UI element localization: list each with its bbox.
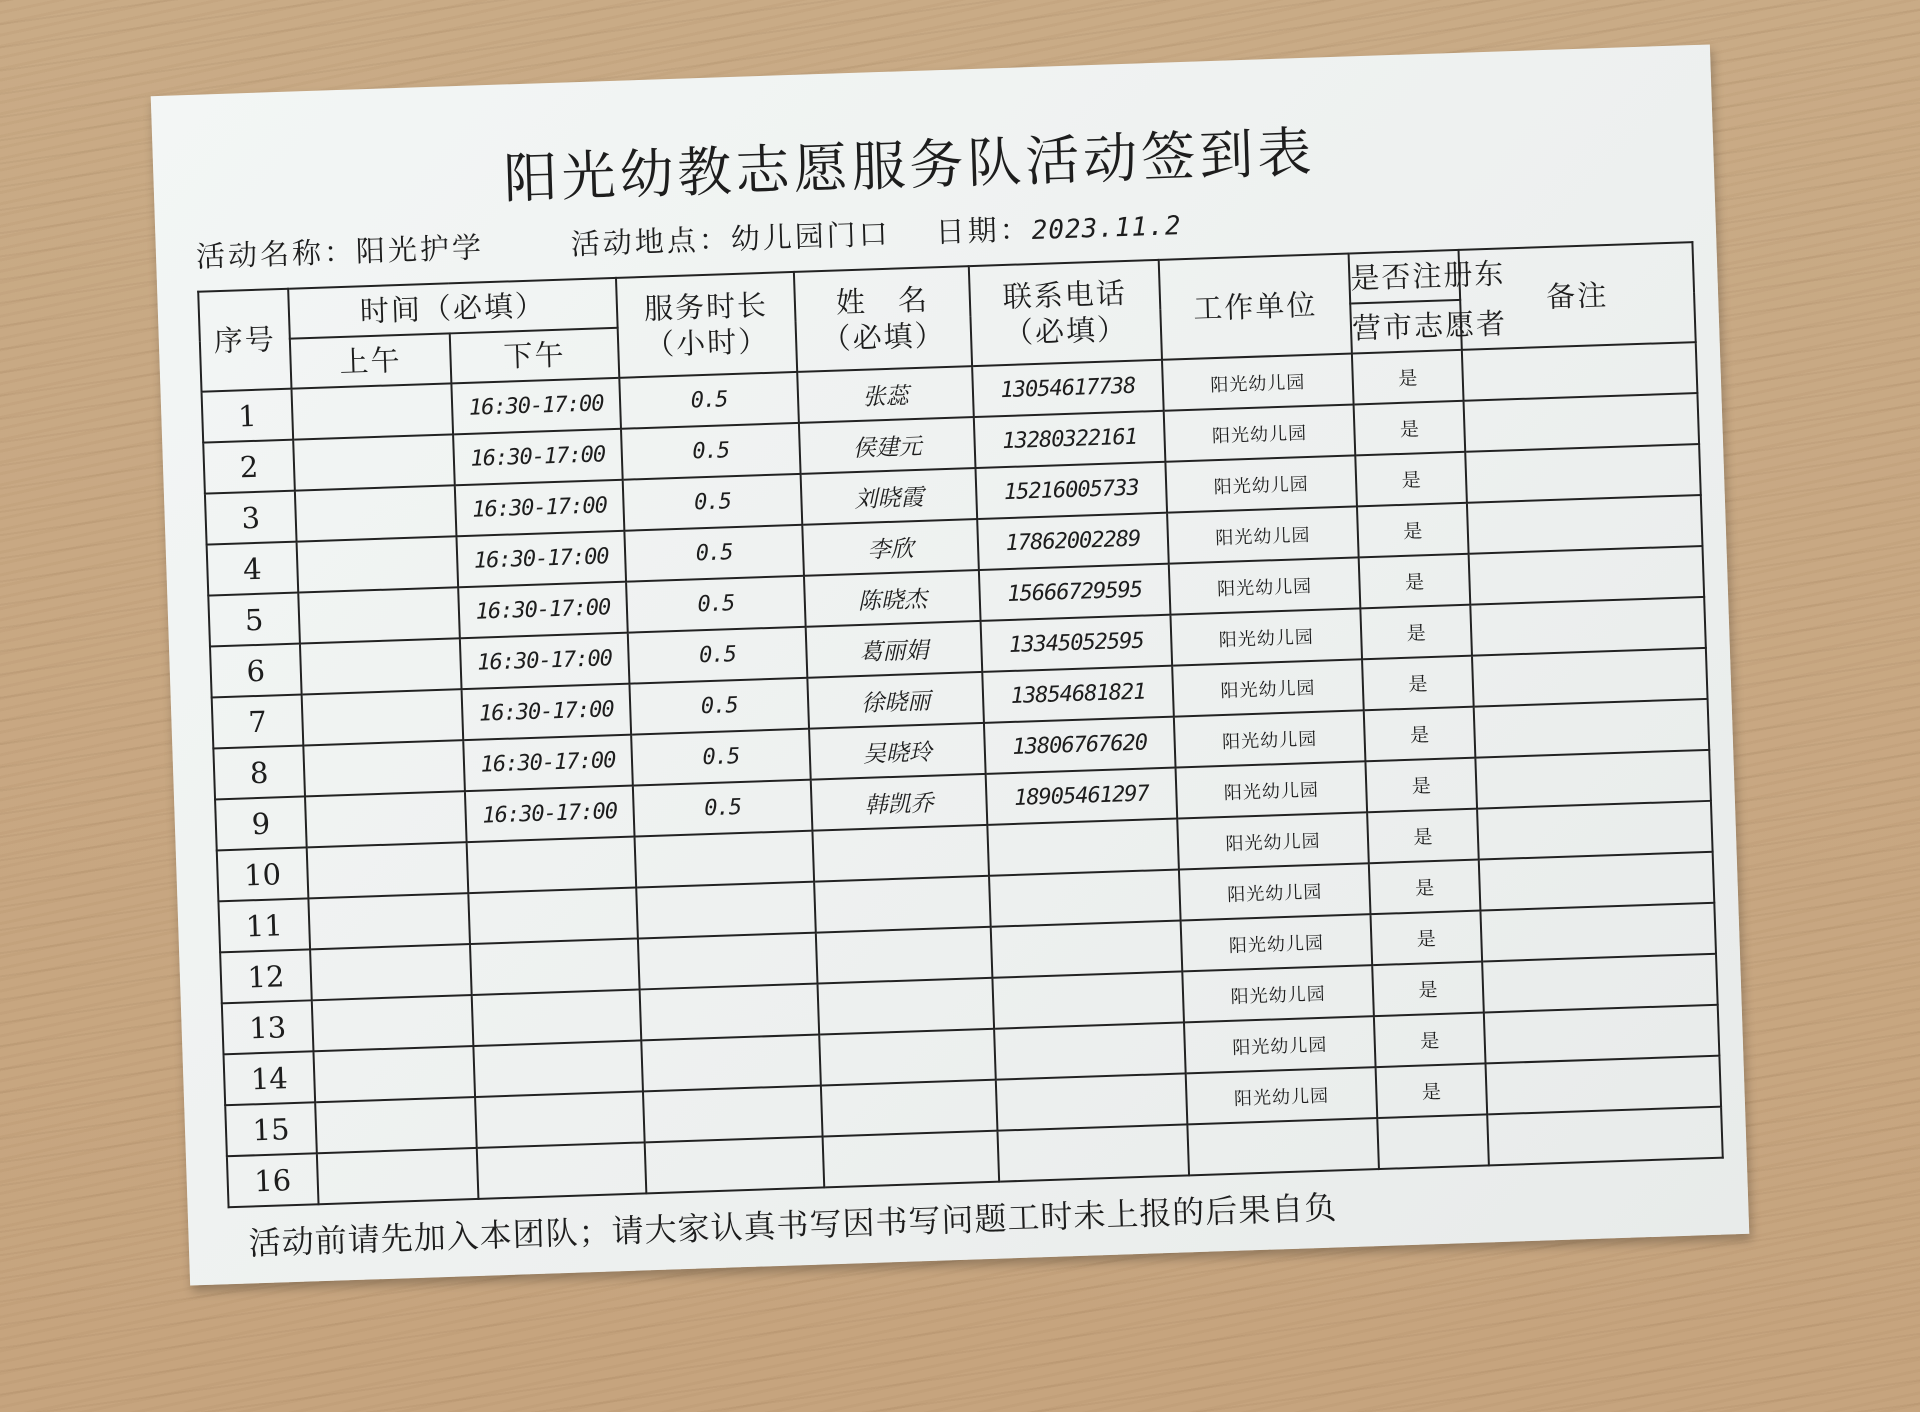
- row-remark: [1475, 750, 1711, 809]
- row-am-time: [293, 434, 455, 490]
- date-value: 2023.11.2: [1031, 211, 1182, 247]
- row-index: 6: [210, 644, 302, 698]
- row-index: 2: [203, 440, 295, 494]
- row-unit: 阳光幼儿园: [1186, 1067, 1378, 1124]
- row-am-time: [302, 689, 464, 745]
- row-remark: [1462, 342, 1698, 401]
- row-name: [814, 876, 991, 933]
- row-unit: 阳光幼儿园: [1176, 761, 1368, 818]
- activity-name-label: 活动名称：: [195, 234, 357, 274]
- row-pm-time: 16:30-17:00: [451, 378, 621, 435]
- row-registered: [1377, 1114, 1489, 1169]
- row-pm-time: [470, 938, 640, 995]
- row-phone: 13054617738: [972, 360, 1164, 417]
- row-index: 8: [213, 745, 305, 799]
- row-phone: [989, 870, 1181, 927]
- row-unit: 阳光幼儿园: [1182, 965, 1374, 1022]
- row-name: [812, 825, 989, 882]
- row-am-time: [295, 485, 457, 541]
- header-phone: [969, 260, 1162, 366]
- row-index: 7: [212, 695, 304, 749]
- row-hours: [635, 831, 815, 888]
- row-name: 陈晓杰: [804, 570, 981, 627]
- row-pm-time: 16:30-17:00: [453, 429, 623, 486]
- row-hours: 0.5: [628, 627, 808, 684]
- row-phone: [996, 1073, 1188, 1130]
- row-hours: 0.5: [626, 576, 806, 633]
- row-phone: [987, 819, 1179, 876]
- row-registered: 是: [1367, 809, 1479, 864]
- row-remark: [1469, 546, 1705, 605]
- row-am-time: [313, 1046, 475, 1102]
- row-name: 李欣: [802, 519, 979, 576]
- row-hours: 0.5: [624, 525, 804, 582]
- row-phone: 13345052595: [981, 615, 1173, 672]
- row-hours: [643, 1086, 823, 1143]
- row-pm-time: [472, 989, 642, 1046]
- row-am-time: [315, 1097, 477, 1153]
- row-unit: 阳光幼儿园: [1174, 710, 1366, 767]
- row-registered: 是: [1374, 1012, 1486, 1067]
- row-am-time: [298, 587, 460, 643]
- row-pm-time: [468, 888, 638, 945]
- row-unit: 阳光幼儿园: [1162, 354, 1354, 411]
- row-remark: [1486, 1056, 1722, 1115]
- row-registered: 是: [1359, 554, 1471, 609]
- row-index: 5: [208, 593, 300, 647]
- header-time: 时间（必填）: [288, 278, 617, 339]
- sign-in-table: [197, 241, 1724, 1208]
- row-index: 15: [225, 1102, 317, 1156]
- row-am-time: [300, 638, 462, 694]
- row-phone: 13854681821: [982, 666, 1174, 723]
- header-phone-line2: （必填）: [1003, 311, 1129, 351]
- row-remark: [1465, 444, 1701, 503]
- row-phone: 13806767620: [984, 717, 1176, 774]
- date-field: [935, 202, 1182, 251]
- row-unit: 阳光幼儿园: [1172, 659, 1364, 716]
- header-remark: 备注: [1459, 242, 1696, 350]
- activity-location-field: [570, 212, 891, 264]
- row-pm-time: 16:30-17:00: [456, 531, 626, 588]
- row-phone: 17862002289: [977, 513, 1169, 570]
- row-name: 张蕊: [797, 366, 974, 423]
- row-remark: [1470, 597, 1706, 656]
- row-index: 13: [222, 1000, 314, 1054]
- row-am-time: [291, 383, 453, 439]
- row-remark: [1474, 699, 1710, 758]
- row-unit: 阳光幼儿园: [1165, 455, 1357, 512]
- row-phone: [997, 1124, 1189, 1181]
- header-am: 上午: [290, 333, 452, 388]
- row-am-time: [312, 995, 474, 1051]
- row-hours: 0.5: [633, 780, 813, 837]
- row-registered: 是: [1360, 605, 1472, 660]
- row-name: 刘晓霞: [801, 468, 978, 525]
- row-registered: 是: [1372, 962, 1484, 1017]
- header-name-line2: （必填）: [821, 317, 947, 357]
- row-unit: 阳光幼儿园: [1169, 557, 1361, 614]
- header-pm: 下午: [450, 328, 620, 384]
- row-registered: 是: [1371, 911, 1483, 966]
- row-hours: 0.5: [629, 678, 809, 735]
- header-index: 序号: [198, 289, 291, 392]
- row-hours: [641, 1035, 821, 1092]
- row-hours: 0.5: [631, 729, 811, 786]
- row-phone: 15666729595: [979, 564, 1171, 621]
- header-registered-line1: 是否注册东: [1349, 250, 1461, 304]
- row-am-time: [303, 740, 465, 796]
- row-phone: 15216005733: [975, 462, 1167, 519]
- row-pm-time: 16:30-17:00: [465, 786, 635, 843]
- row-registered: 是: [1364, 707, 1476, 762]
- row-index: 1: [202, 389, 294, 443]
- header-name-line1: 姓 名: [835, 282, 930, 320]
- row-name: 侯建元: [799, 417, 976, 474]
- header-hours: [616, 272, 797, 378]
- row-pm-time: 16:30-17:00: [463, 735, 633, 792]
- row-registered: 是: [1357, 503, 1469, 558]
- row-index: 12: [220, 949, 312, 1003]
- page-title: 阳光幼教志愿服务队活动签到表: [502, 120, 1317, 211]
- sign-in-sheet: [151, 44, 1750, 1285]
- row-am-time: [305, 791, 467, 847]
- row-index: 4: [207, 542, 299, 596]
- row-registered: 是: [1362, 656, 1474, 711]
- row-unit: 阳光幼儿园: [1184, 1016, 1376, 1073]
- row-registered: 是: [1365, 758, 1477, 813]
- row-hours: [640, 984, 820, 1041]
- row-hours: 0.5: [621, 423, 801, 480]
- row-index: 10: [217, 847, 309, 901]
- table-body: [202, 342, 1723, 1207]
- row-remark: [1484, 1005, 1720, 1064]
- row-unit: 阳光幼儿园: [1167, 506, 1359, 563]
- row-phone: [994, 1022, 1186, 1079]
- row-unit: 阳光幼儿园: [1170, 608, 1362, 665]
- activity-location-value: 幼儿园门口: [730, 216, 892, 257]
- sheet-content: [151, 44, 1750, 1285]
- row-am-time: [317, 1148, 479, 1204]
- row-index: 16: [227, 1153, 319, 1207]
- row-remark: [1472, 648, 1708, 707]
- row-pm-time: [475, 1091, 645, 1148]
- header-unit: 工作单位: [1159, 254, 1352, 360]
- header-registered-line2: 营市志愿者: [1350, 300, 1462, 354]
- row-am-time: [310, 944, 472, 1000]
- row-pm-time: [467, 837, 637, 894]
- row-hours: [636, 882, 816, 939]
- row-name: 吴晓玲: [809, 723, 986, 780]
- row-pm-time: [473, 1040, 643, 1097]
- row-pm-time: 16:30-17:00: [455, 480, 625, 537]
- header-hours-line1: 服务时长: [643, 287, 769, 326]
- row-unit: 阳光幼儿园: [1177, 812, 1369, 869]
- row-index: 3: [205, 491, 297, 545]
- row-registered: 是: [1352, 350, 1464, 405]
- row-unit: 阳光幼儿园: [1179, 863, 1371, 920]
- row-registered: 是: [1369, 860, 1481, 915]
- row-pm-time: 16:30-17:00: [458, 582, 628, 639]
- row-phone: [991, 920, 1183, 977]
- row-remark: [1477, 801, 1713, 860]
- row-name: [816, 927, 993, 984]
- row-remark: [1482, 954, 1718, 1013]
- row-registered: 是: [1355, 452, 1467, 507]
- row-phone: [992, 971, 1184, 1028]
- row-name: [819, 1029, 996, 1086]
- row-name: [823, 1131, 1000, 1188]
- row-unit: 阳光幼儿园: [1181, 914, 1373, 971]
- activity-location-label: 活动地点：: [570, 222, 732, 262]
- row-am-time: [307, 842, 469, 898]
- row-remark: [1479, 852, 1715, 911]
- header-name: [794, 266, 972, 372]
- row-remark: [1467, 495, 1703, 554]
- row-am-time: [297, 536, 459, 592]
- row-hours: [645, 1136, 825, 1193]
- row-remark: [1480, 903, 1716, 962]
- row-unit: [1187, 1118, 1379, 1175]
- row-name: 韩凯乔: [811, 774, 988, 831]
- row-name: [818, 978, 995, 1035]
- header-hours-line2: （小时）: [644, 323, 770, 362]
- row-pm-time: 16:30-17:00: [462, 684, 632, 741]
- row-index: 14: [224, 1051, 316, 1105]
- row-registered: 是: [1354, 401, 1466, 456]
- row-am-time: [308, 893, 470, 949]
- row-index: 9: [215, 796, 307, 850]
- header-phone-line1: 联系电话: [1002, 275, 1128, 314]
- date-label: 日期：: [935, 212, 1033, 250]
- row-phone: 18905461297: [986, 768, 1178, 825]
- row-registered: 是: [1376, 1063, 1488, 1118]
- row-hours: [638, 933, 818, 990]
- row-name: 葛丽娟: [806, 621, 983, 678]
- row-pm-time: [477, 1142, 647, 1199]
- activity-name-value: 阳光护学: [355, 230, 485, 269]
- row-unit: 阳光幼儿园: [1164, 404, 1356, 461]
- row-index: 11: [218, 898, 310, 952]
- row-name: 徐晓丽: [807, 672, 984, 729]
- row-name: [821, 1080, 998, 1137]
- row-pm-time: 16:30-17:00: [460, 633, 630, 690]
- row-remark: [1464, 393, 1700, 452]
- row-hours: 0.5: [623, 474, 803, 531]
- row-phone: 13280322161: [974, 411, 1166, 468]
- row-hours: 0.5: [619, 372, 799, 429]
- row-remark: [1487, 1107, 1723, 1166]
- footer-note: 活动前请先加入本团队；请大家认真书写因书写问题工时未上报的后果自负: [248, 1188, 1338, 1263]
- activity-name-field: [195, 225, 484, 276]
